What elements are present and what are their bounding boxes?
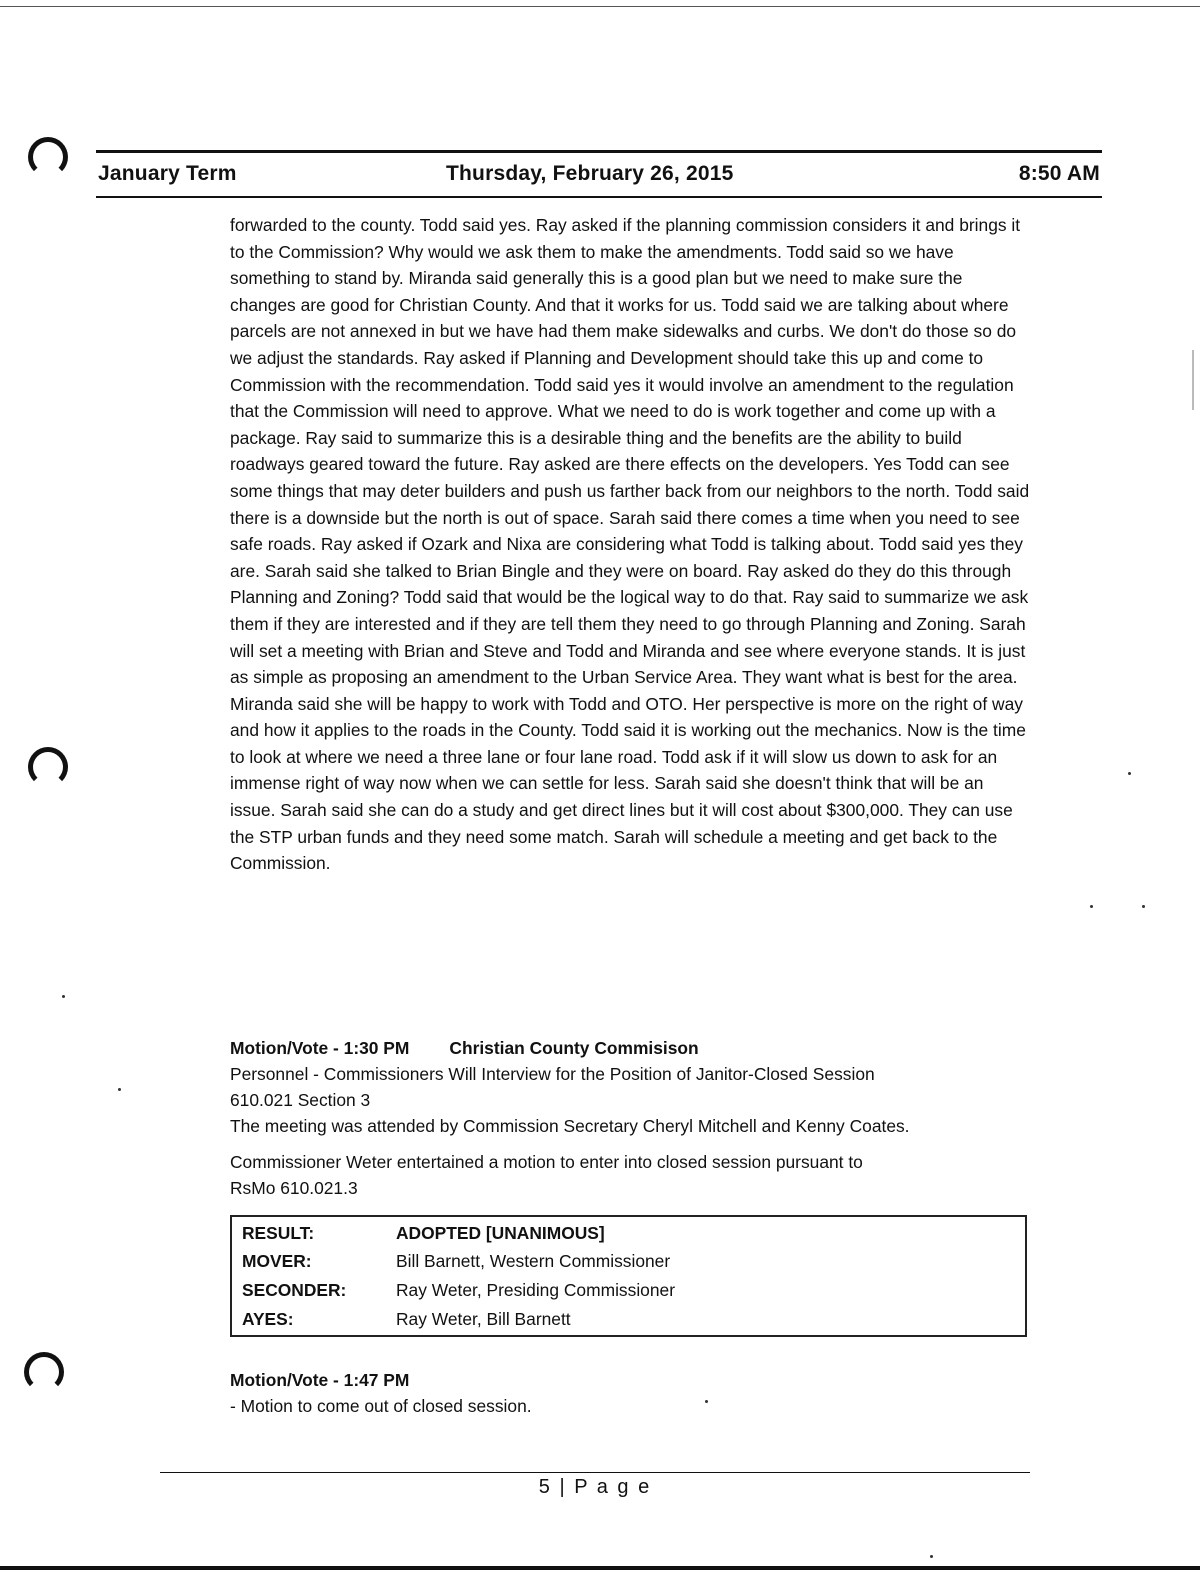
vote-value: Ray Weter, Presiding Commissioner (396, 1280, 675, 1300)
page-number: 5 | P a g e (538, 1476, 652, 1498)
motion-org: Christian County Commisison (449, 1038, 699, 1058)
motion-section-2 (230, 1367, 1030, 1419)
vote-label: SECONDER: (242, 1280, 347, 1300)
minutes-paragraph: forwarded to the county. Todd said yes. Ray asked if the planning commission considers it and brings it to the Commission? Why would we ask them to make the amendments. Todd said so we have something to stand by. Miranda said generally this is a good plan but we need to make sure the changes are good for Christian County. And that it works for us. Todd said we are talking about where parcels are not annexed in but we have had them make sidewalks and curbs. We don't do those so do we adjust the standards. Ray asked if Planning and Development should take this up and come to Commission with the recommendation. Todd said yes it would involve an amendment to the regulation that the Commission will need to approve. What we need to do is work together and come up with a package. Ray said to summarize this is a desirable thing and the benefits are the ability to build roadways geared toward the future. Ray asked are there effects on the developers. Yes Todd can see some things that may deter builders and push us farther back from our neighbors to the north. Todd said there is a downside but the north is out of space. Sarah said there comes a time when you need to see safe roads. Ray asked if Ozark and Nixa are considering what Todd is talking about. Todd said yes they are. Sarah said she talked to Brian Bingle and they were on board. Ray asked do they do this through Planning and Zoning? Todd said that would be the logical way to do that. Ray said to summarize we ask them if they are interested and if they are tell them they need to go through Planning and Zoning. Sarah will set a meeting with Brian and Steve and Todd and Miranda and see where everyone stands. It is just as simple as proposing an amendment to the Urban Service Area. They want what is best for the area. Miranda said she will be happy to work with Todd and OTO. Her perspective is more on the right of way and how it applies to the roads in the County. Todd said it is working out the mechanics. Now is the time to look at where we need a three lane or four lane road. Todd ask if it will slow us down to ask for an immense right of way now when we can settle for less. Sarah said she doesn't think that will be an issue. Sarah said she can do a study and get direct lines but it will cost about $300,000. They can use the STP urban funds and they need some match. Sarah will schedule a meeting and get back to the Commission. (230, 215, 1030, 874)
vote-result-table (230, 1215, 1027, 1337)
punch-hole-bottom (24, 1352, 64, 1392)
vote-row-result (242, 1220, 605, 1246)
vote-row-seconder (242, 1277, 675, 1303)
header-term: January Term (98, 162, 237, 185)
vote-row-mover (242, 1248, 670, 1274)
motion-time-label: Motion/Vote - 1:30 PM (230, 1038, 410, 1058)
scan-speck (1128, 772, 1131, 775)
scan-bottom-edge (0, 1566, 1200, 1570)
scan-top-edge (0, 6, 1200, 7)
scan-speck (930, 1555, 933, 1558)
motion-heading: Motion/Vote - 1:47 PM (230, 1370, 410, 1390)
punch-hole-top (28, 137, 68, 177)
vote-value: Ray Weter, Bill Barnett (396, 1309, 571, 1329)
scan-speck (62, 995, 65, 998)
motion-text-line-1: Commissioner Weter entertained a motion to enter into closed session pursuant to (230, 1152, 863, 1172)
header-date: Thursday, February 26, 2015 (446, 162, 734, 185)
attendance-line: The meeting was attended by Commission Secretary Cheryl Mitchell and Kenny Coates. (230, 1116, 910, 1136)
page-header (96, 150, 1102, 198)
punch-hole-middle (28, 747, 68, 787)
motion-topic-line-1: Personnel - Commissioners Will Interview for the Position of Janitor-Closed Session (230, 1064, 875, 1084)
vote-label: RESULT: (242, 1223, 315, 1243)
vote-value: Bill Barnett, Western Commissioner (396, 1251, 671, 1271)
scan-speck (1090, 905, 1093, 908)
scan-speck (1142, 905, 1145, 908)
scan-right-edge-mark (1192, 350, 1194, 410)
vote-label: AYES: (242, 1309, 294, 1329)
motion-topic-line-2: 610.021 Section 3 (230, 1090, 371, 1110)
motion-heading (230, 1035, 1030, 1061)
scan-speck (118, 1088, 121, 1091)
vote-row-ayes (242, 1306, 571, 1332)
header-time: 8:50 AM (1018, 162, 1100, 185)
motion-text-line-2: RsMo 610.021.3 (230, 1178, 358, 1198)
vote-label: MOVER: (242, 1251, 312, 1271)
motion-section-1 (230, 1035, 1030, 1201)
motion-text-line: - Motion to come out of closed session. (230, 1396, 532, 1416)
footer-divider (160, 1472, 1030, 1473)
vote-value: ADOPTED [UNANIMOUS] (396, 1223, 605, 1243)
